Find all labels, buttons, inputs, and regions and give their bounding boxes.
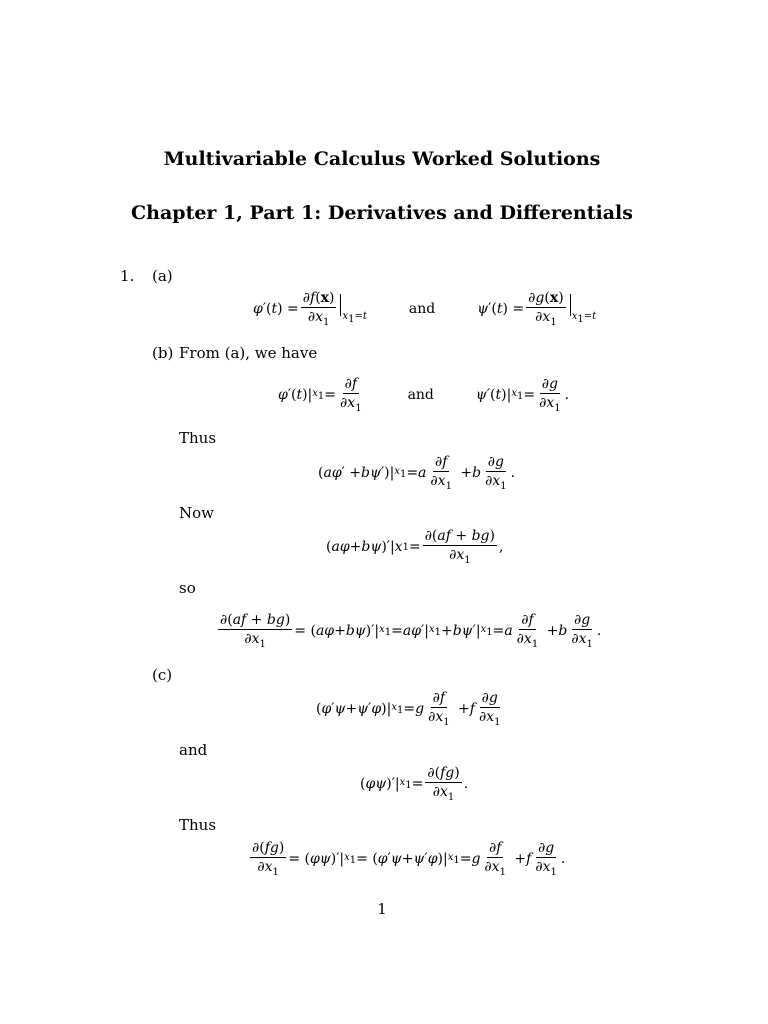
so-text: so [179, 579, 196, 597]
thus-text: Thus [179, 429, 217, 447]
part-b-label: (b) [152, 344, 174, 362]
conj-and: and [408, 301, 436, 318]
equation-b4: $\frac{\partial(af + bg)}{\partial x_1}$ = ( aφ + bψ )′| $x_1$ = aφ ′| $x_1$ + bψ ′| $x_1$ = a $\frac{\partial f}{\partial x_1}$ + b $\frac{\partial g}{\partial x_1}$ . [220, 612, 602, 650]
equation-b2: ( aφ ′ + bψ ′)| $x_1$ = a $\frac{\partial f}{\partial x_1}$ + b $\frac{\partial g}{\partial x_1}$ . [318, 454, 516, 492]
equation-c3: $\frac{\partial(fg)}{\partial x_1}$ = ( φψ )′| $x_1$ = ( φ ′ ψ + ψ ′ φ )| $x_1$ = g $\frac{\partial f}{\partial x_1}$ + f $\frac{\partial g}{\partial x_1}$ . [252, 840, 566, 878]
and-text: and [179, 741, 208, 759]
equation-c2: ( φψ )′| $x_1$ = $\frac{\partial(fg)}{\partial x_1}$ . [360, 765, 469, 803]
problem-number: 1. [120, 267, 135, 285]
page-number: 1 [377, 900, 387, 918]
part-b-intro: From (a), we have [179, 344, 318, 362]
equation-b3: ( aφ + bψ )′| x 1 = $\frac{\partial(af + bg)}{\partial x_1}$ , [326, 528, 504, 566]
equation-c1: ( φ ′ ψ + ψ ′ φ )| $x_1$ = g $\frac{\partial f}{\partial x_1}$ + f $\frac{\partial g}{\partial x_1}$ [316, 690, 501, 728]
part-a-label: (a) [152, 267, 173, 285]
thus-text-2: Thus [179, 816, 217, 834]
now-text: Now [179, 504, 214, 522]
equation-a: φ ′( t ) = $\frac{\partial f(x)}{\partial x_1}$ $x_1=t$ and ψ ′( t ) = $\frac{\partial g(x)}{\partial x_1}$ $x_1=t$ [253, 290, 597, 328]
part-c-label: (c) [152, 666, 173, 684]
document-title: Multivariable Calculus Worked Solutions [163, 148, 601, 170]
chapter-heading: Chapter 1, Part 1: Derivatives and Differentials [131, 202, 633, 224]
equation-b1: φ ′( t )| $x_1$ = $\frac{\partial f}{\partial x_1}$ and ψ ′( t )| $x_1$ = $\frac{\partial g}{\partial x_1}$ . [278, 376, 570, 414]
